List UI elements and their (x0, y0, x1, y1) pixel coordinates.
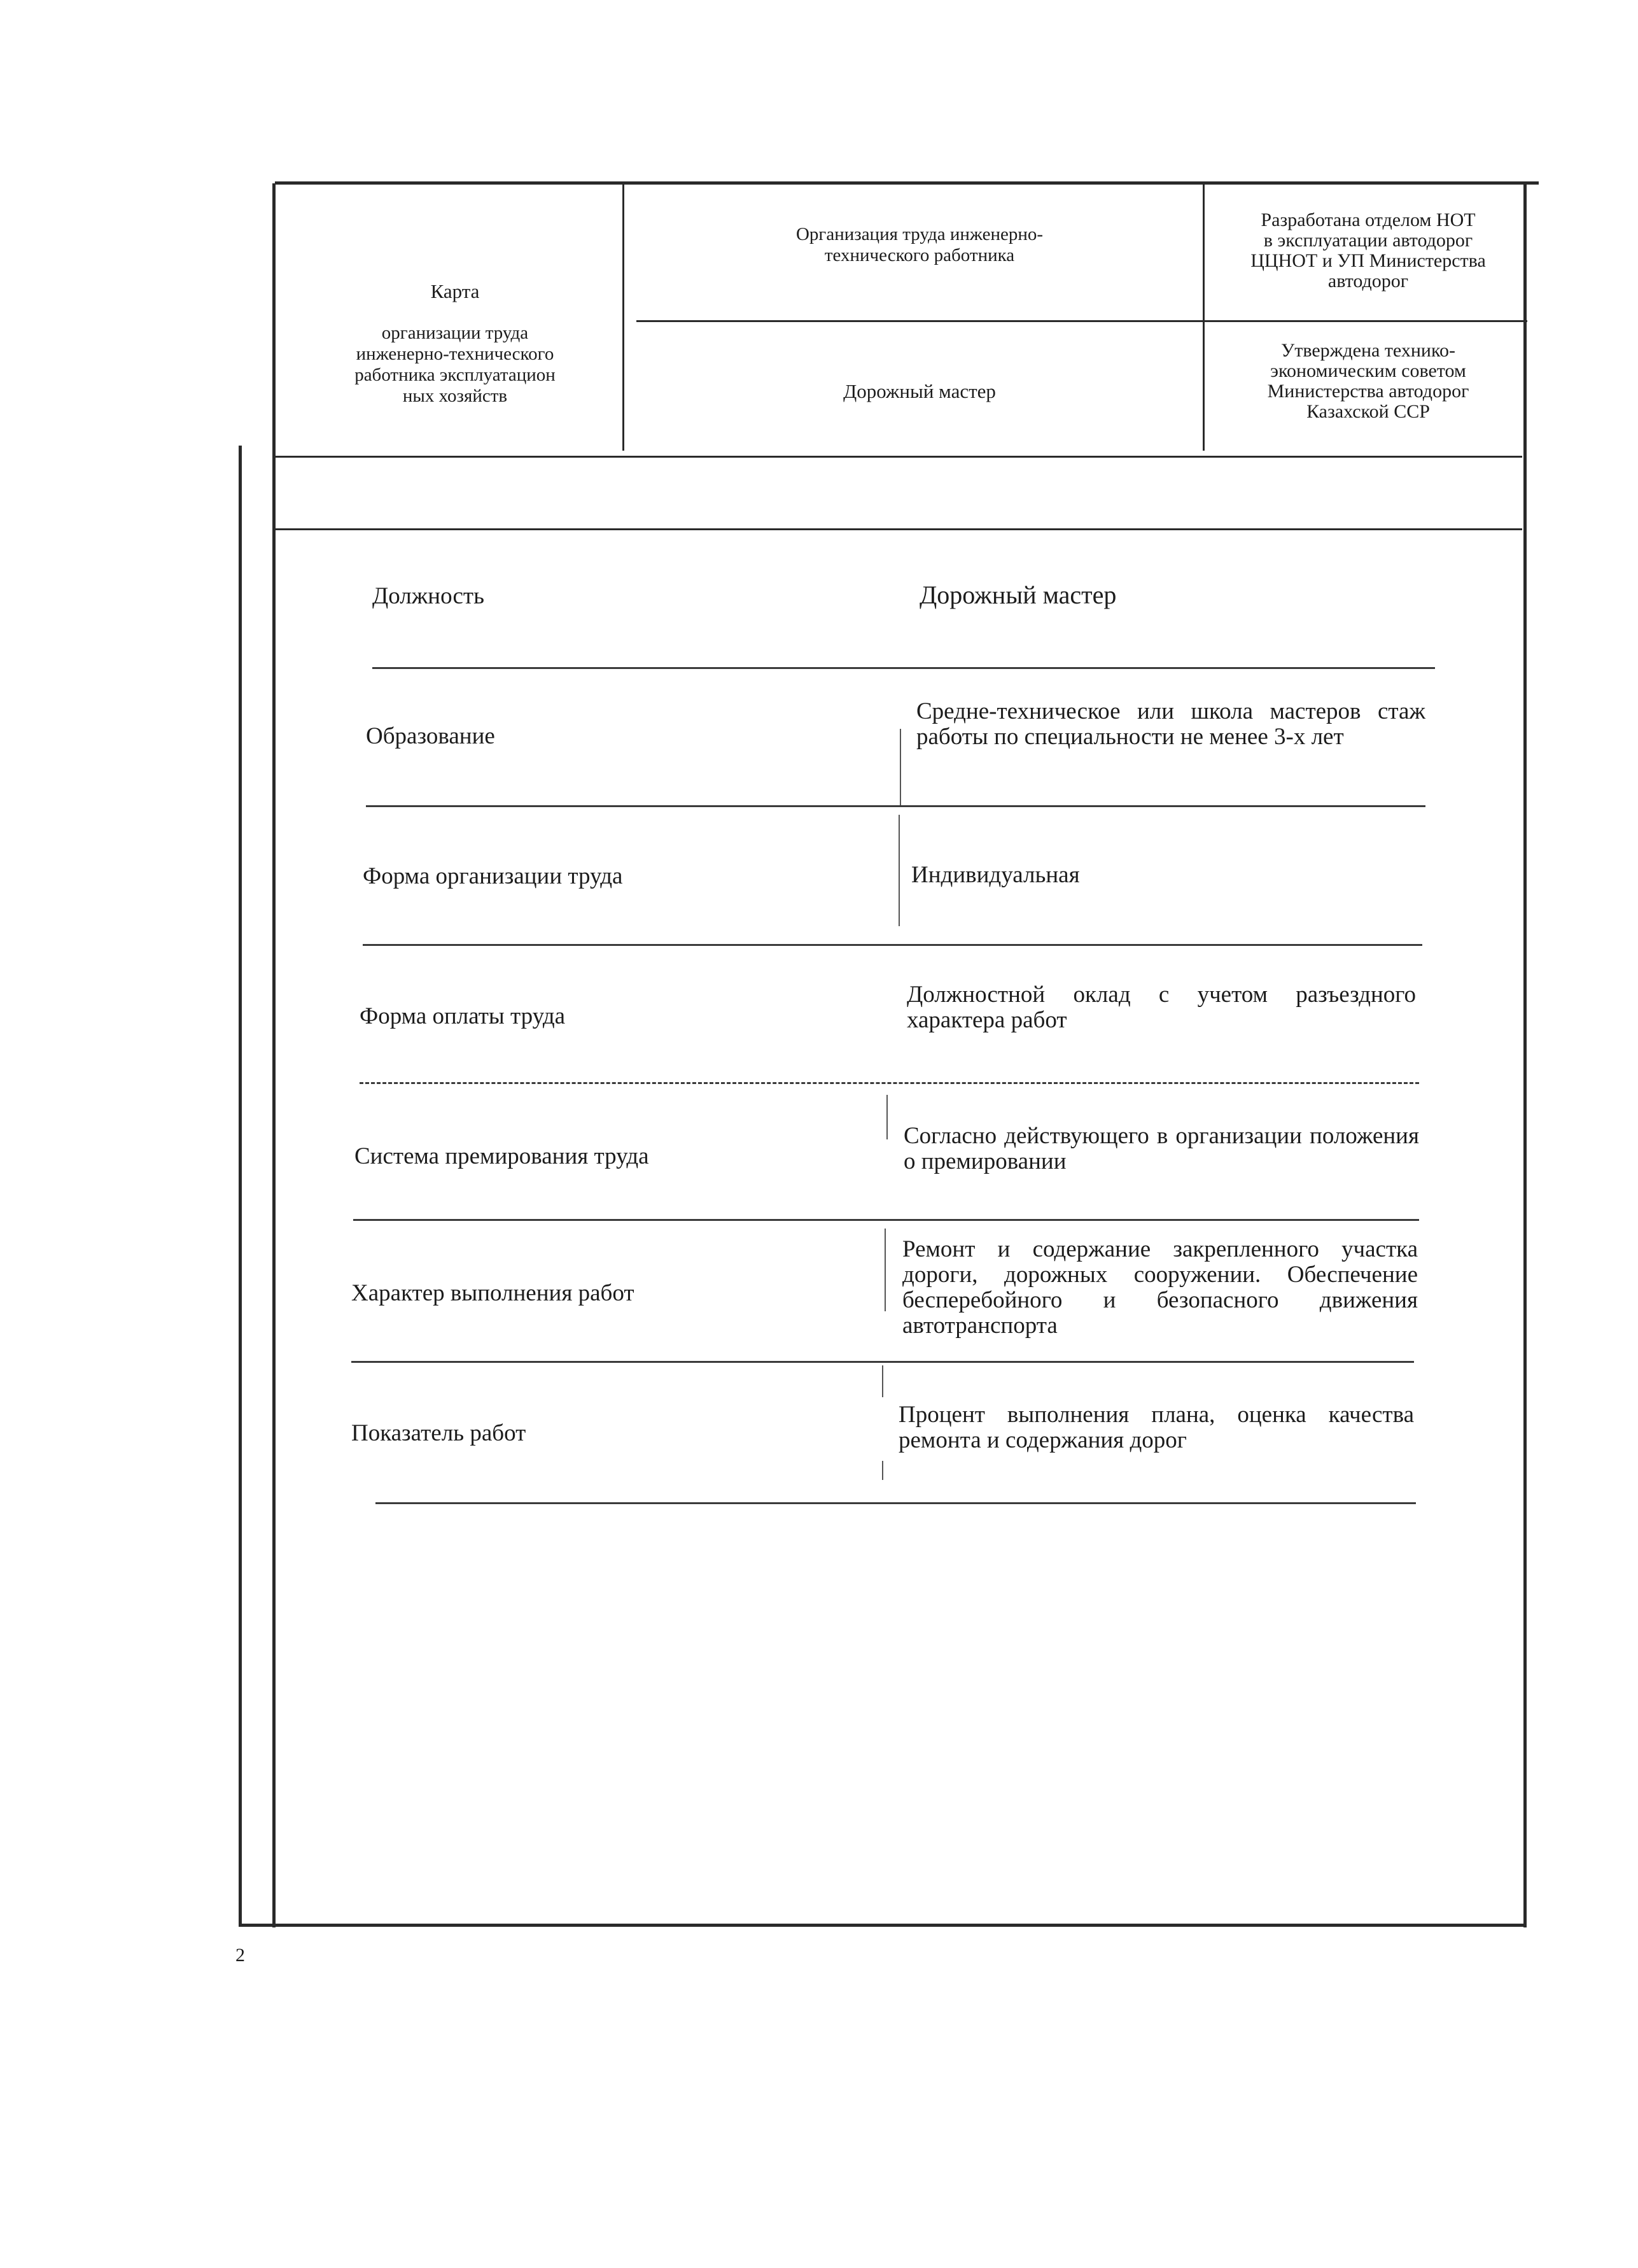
row-separator (372, 667, 1435, 669)
row-label-work-nature: Характер выполнения работ (351, 1280, 634, 1306)
column-tick (886, 1095, 888, 1139)
row-label-education: Образование (366, 723, 495, 749)
row-label-performance-indicator: Показатель работ (351, 1420, 526, 1446)
frame-left-border (272, 183, 276, 1927)
row-label-bonus-system: Система премирования труда (354, 1143, 649, 1169)
frame-bottom-border (239, 1924, 1525, 1927)
row-separator (363, 944, 1422, 946)
header-column-divider-1 (622, 185, 624, 451)
column-tick (899, 815, 900, 926)
header-bottom-border-second (275, 528, 1522, 530)
header-organization: Организация труда инженерно- технического работника (795, 224, 1044, 265)
row-label-position: Должность (372, 583, 484, 609)
card-subtitle: организации труда инженерно-технического работника эксплуатацион ных хозяйств (354, 323, 556, 406)
row-value-position: Дорожный мастер (920, 581, 1117, 609)
row-value-education: Средне-техническое или школа мастеров стаж работы по специальности не менее 3-х лет (916, 698, 1425, 750)
row-separator (366, 805, 1425, 807)
frame-left-outer-border (239, 446, 242, 1926)
page-number: 2 (235, 1945, 245, 1966)
header-row-divider (636, 320, 1527, 322)
row-label-work-organization: Форма организации труда (363, 863, 623, 889)
header-card-title-block (299, 260, 611, 407)
frame-top-border (275, 181, 1539, 185)
column-tick (882, 1461, 883, 1480)
column-tick (900, 729, 901, 805)
row-value-bonus-system: Согласно действующего в организации положения о премировании (904, 1123, 1419, 1174)
row-value-payment-form: Должностной оклад с учетом разъездного характера работ (907, 982, 1416, 1033)
row-separator (360, 1082, 1419, 1084)
row-value-performance-indicator: Процент выполнения плана, оценка качества ремонта и содержания дорог (899, 1402, 1414, 1453)
row-value-work-organization: Индивидуальная (911, 862, 1080, 888)
header-approved-by: Утверждена технико- экономическим советом Министерства автодорог Казахской ССР (1267, 340, 1469, 422)
frame-right-border (1523, 183, 1527, 1927)
header-position: Дорожный мастер (843, 380, 996, 402)
column-tick (885, 1229, 886, 1311)
header-developed-by: Разработана отделом НОТ в эксплуатации автодорог ЦЦНОТ и УП Министерства автодорог (1250, 209, 1486, 292)
row-separator (375, 1502, 1416, 1504)
row-label-payment-form: Форма оплаты труда (360, 1003, 566, 1029)
row-value-work-nature: Ремонт и содержание закрепленного участка дороги, дорожных сооружении. Обеспечение бесперебойного и безопасного движения автотранспорта (902, 1236, 1418, 1339)
row-separator (351, 1361, 1414, 1363)
column-tick (882, 1365, 883, 1397)
header-column-divider-2 (1203, 185, 1205, 451)
row-separator (353, 1219, 1419, 1221)
header-bottom-border (275, 456, 1522, 458)
card-title: Карта (430, 280, 480, 302)
